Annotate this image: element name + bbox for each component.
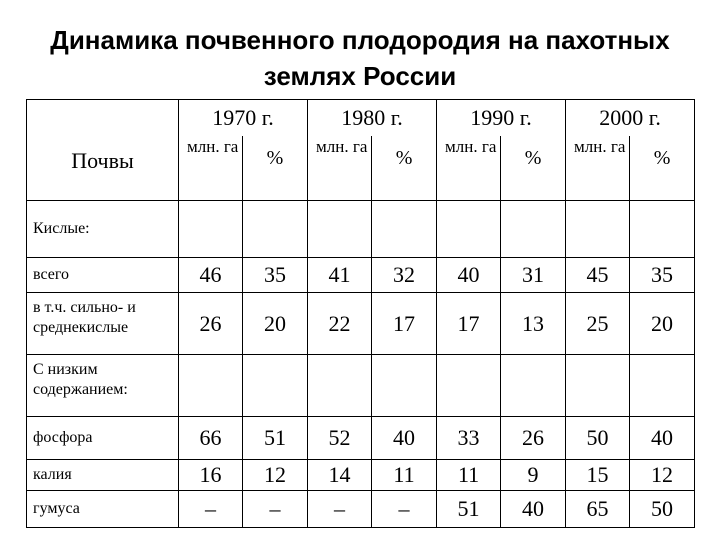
- table-cell: 16: [179, 460, 243, 491]
- table-cell: 51: [437, 491, 501, 528]
- table-cell: 32: [372, 258, 437, 293]
- table-cell: [566, 355, 630, 417]
- table-cell: 45: [566, 258, 630, 293]
- year-header-2000: 2000 г.: [566, 100, 695, 137]
- table-cell: 41: [308, 258, 372, 293]
- table-cell: 15: [566, 460, 630, 491]
- table-cell: 14: [308, 460, 372, 491]
- table-row: [27, 355, 695, 417]
- table-row: [27, 293, 695, 355]
- table-cell: 11: [437, 460, 501, 491]
- table-cell: 12: [243, 460, 308, 491]
- soils-column-header: Почвы: [27, 100, 179, 201]
- table-cell: [630, 355, 695, 417]
- table-cell: 35: [630, 258, 695, 293]
- table-cell: [566, 201, 630, 258]
- table-cell: [179, 355, 243, 417]
- unit-mln-ha: млн. га: [566, 136, 630, 201]
- table-row: [27, 491, 695, 528]
- table-cell: [308, 355, 372, 417]
- table-cell: [243, 201, 308, 258]
- page-title: [0, 22, 720, 94]
- title-line-2: землях России: [263, 61, 457, 91]
- row-label: калия: [27, 460, 179, 491]
- table-cell: 50: [566, 417, 630, 460]
- unit-mln-ha: млн. га: [437, 136, 501, 201]
- table-cell: [501, 201, 566, 258]
- table-cell: 40: [501, 491, 566, 528]
- table-cell: [437, 355, 501, 417]
- year-header-1990: 1990 г.: [437, 100, 566, 137]
- unit-percent: %: [372, 136, 437, 201]
- table-cell: 12: [630, 460, 695, 491]
- title-line-1: Динамика почвенного плодородия на пахотных: [50, 25, 670, 55]
- unit-mln-ha: млн. га: [179, 136, 243, 201]
- table-cell: 35: [243, 258, 308, 293]
- year-header-1970: 1970 г.: [179, 100, 308, 137]
- table-cell: 13: [501, 293, 566, 355]
- table-cell: [372, 355, 437, 417]
- table-row: [27, 258, 695, 293]
- table-cell: 25: [566, 293, 630, 355]
- table-cell: 40: [630, 417, 695, 460]
- table-cell: 9: [501, 460, 566, 491]
- table-cell: [179, 201, 243, 258]
- table-cell: 31: [501, 258, 566, 293]
- table-cell: [372, 201, 437, 258]
- table-row: [27, 201, 695, 258]
- table-cell: 33: [437, 417, 501, 460]
- table-cell: [437, 201, 501, 258]
- table-row: [27, 417, 695, 460]
- table-cell: 26: [179, 293, 243, 355]
- table-cell: 46: [179, 258, 243, 293]
- row-label: фосфора: [27, 417, 179, 460]
- table-cell: 50: [630, 491, 695, 528]
- table-cell: 20: [630, 293, 695, 355]
- table-header-years-row: [27, 100, 695, 137]
- row-label: гумуса: [27, 491, 179, 528]
- table-cell: 65: [566, 491, 630, 528]
- table-cell: [630, 201, 695, 258]
- row-label: в т.ч. сильно- и среднекислые: [27, 293, 179, 355]
- table-cell: 11: [372, 460, 437, 491]
- table-cell: [308, 201, 372, 258]
- table-cell: 26: [501, 417, 566, 460]
- table-row: [27, 460, 695, 491]
- row-label: С низким содержанием:: [27, 355, 179, 417]
- table-cell: –: [308, 491, 372, 528]
- table-cell: 40: [437, 258, 501, 293]
- table-cell: –: [372, 491, 437, 528]
- unit-mln-ha: млн. га: [308, 136, 372, 201]
- table-cell: [243, 355, 308, 417]
- table-cell: 52: [308, 417, 372, 460]
- table-cell: –: [243, 491, 308, 528]
- year-header-1980: 1980 г.: [308, 100, 437, 137]
- table-cell: [501, 355, 566, 417]
- table-cell: 17: [372, 293, 437, 355]
- table-cell: 20: [243, 293, 308, 355]
- unit-percent: %: [630, 136, 695, 201]
- table-cell: 22: [308, 293, 372, 355]
- table-cell: 17: [437, 293, 501, 355]
- unit-percent: %: [501, 136, 566, 201]
- table-cell: 66: [179, 417, 243, 460]
- soil-fertility-table: [26, 99, 695, 528]
- unit-percent: %: [243, 136, 308, 201]
- row-label: всего: [27, 258, 179, 293]
- table-cell: –: [179, 491, 243, 528]
- table-cell: 40: [372, 417, 437, 460]
- row-label: Кислые:: [27, 201, 179, 258]
- table-cell: 51: [243, 417, 308, 460]
